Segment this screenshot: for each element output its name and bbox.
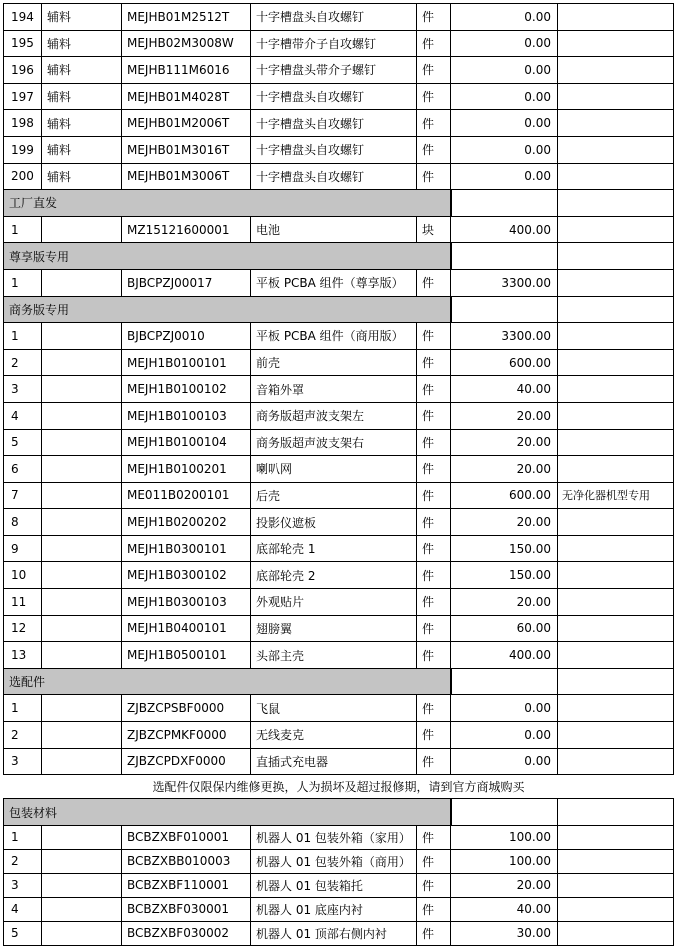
unit-cell: 件 bbox=[417, 642, 451, 669]
price-cell: 60.00 bbox=[451, 615, 558, 642]
section-title: 商务版专用 bbox=[4, 296, 451, 323]
section-blank-cell bbox=[451, 243, 558, 270]
row-number: 1 bbox=[4, 269, 42, 296]
unit-cell: 件 bbox=[417, 323, 451, 350]
category-cell bbox=[42, 323, 122, 350]
price-cell: 600.00 bbox=[451, 482, 558, 509]
part-name-cell: 十字槽盘头带介子螺钉 bbox=[251, 57, 417, 84]
row-number: 11 bbox=[4, 589, 42, 616]
table-row bbox=[4, 849, 674, 873]
note-cell bbox=[558, 323, 674, 350]
part-name-cell: 机器人 01 底座内衬 bbox=[251, 897, 417, 921]
category-cell: 辅料 bbox=[42, 136, 122, 163]
part-name-cell: 翅膀翼 bbox=[251, 615, 417, 642]
table-body bbox=[4, 4, 674, 946]
price-cell: 3300.00 bbox=[451, 323, 558, 350]
row-number: 2 bbox=[4, 722, 42, 749]
part-code-cell: MZ15121600001 bbox=[122, 216, 251, 243]
category-cell bbox=[42, 349, 122, 376]
table-row bbox=[4, 4, 674, 31]
price-cell: 150.00 bbox=[451, 562, 558, 589]
section-title: 工厂直发 bbox=[4, 190, 451, 217]
row-number: 1 bbox=[4, 323, 42, 350]
table-row bbox=[4, 57, 674, 84]
part-code-cell: MEJH1B0400101 bbox=[122, 615, 251, 642]
price-cell: 0.00 bbox=[451, 57, 558, 84]
price-cell: 20.00 bbox=[451, 429, 558, 456]
note-cell bbox=[558, 509, 674, 536]
row-number: 5 bbox=[4, 921, 42, 945]
part-name-cell: 音箱外罩 bbox=[251, 376, 417, 403]
table-row bbox=[4, 873, 674, 897]
part-code-cell: MEJH1B0300102 bbox=[122, 562, 251, 589]
part-code-cell: BCBZXBB010003 bbox=[122, 849, 251, 873]
part-name-cell: 机器人 01 包装外箱（家用） bbox=[251, 825, 417, 849]
section-title: 选配件 bbox=[4, 668, 451, 695]
price-cell: 0.00 bbox=[451, 110, 558, 137]
price-cell: 150.00 bbox=[451, 535, 558, 562]
unit-cell: 件 bbox=[417, 4, 451, 31]
note-cell bbox=[558, 269, 674, 296]
row-number: 2 bbox=[4, 849, 42, 873]
note-cell bbox=[558, 722, 674, 749]
row-number: 1 bbox=[4, 216, 42, 243]
table-row bbox=[4, 921, 674, 945]
unit-cell: 块 bbox=[417, 216, 451, 243]
category-cell bbox=[42, 482, 122, 509]
table-row bbox=[4, 456, 674, 483]
part-name-cell: 机器人 01 顶部右侧内衬 bbox=[251, 921, 417, 945]
part-code-cell: MEJH1B0100104 bbox=[122, 429, 251, 456]
table-row bbox=[4, 897, 674, 921]
note-cell bbox=[558, 897, 674, 921]
part-code-cell: MEJH1B0100201 bbox=[122, 456, 251, 483]
price-cell: 20.00 bbox=[451, 873, 558, 897]
unit-cell: 件 bbox=[417, 873, 451, 897]
part-name-cell: 后壳 bbox=[251, 482, 417, 509]
section-title: 尊享版专用 bbox=[4, 243, 451, 270]
category-cell: 辅料 bbox=[42, 110, 122, 137]
category-cell bbox=[42, 849, 122, 873]
part-name-cell: 商务版超声波支架左 bbox=[251, 402, 417, 429]
price-cell: 400.00 bbox=[451, 216, 558, 243]
section-header bbox=[4, 190, 674, 217]
price-cell: 400.00 bbox=[451, 642, 558, 669]
price-cell: 100.00 bbox=[451, 849, 558, 873]
price-cell: 0.00 bbox=[451, 83, 558, 110]
part-name-cell: 十字槽盘头自攻螺钉 bbox=[251, 83, 417, 110]
price-cell: 40.00 bbox=[451, 897, 558, 921]
row-number: 9 bbox=[4, 535, 42, 562]
price-cell: 30.00 bbox=[451, 921, 558, 945]
note-cell bbox=[558, 136, 674, 163]
part-code-cell: ME011B0200101 bbox=[122, 482, 251, 509]
unit-cell: 件 bbox=[417, 897, 451, 921]
category-cell bbox=[42, 897, 122, 921]
note-cell bbox=[558, 695, 674, 722]
row-number: 2 bbox=[4, 349, 42, 376]
section-blank-cell bbox=[451, 799, 558, 826]
part-code-cell: MEJHB111M6016 bbox=[122, 57, 251, 84]
note-cell bbox=[558, 456, 674, 483]
part-code-cell: MEJHB01M3016T bbox=[122, 136, 251, 163]
row-number: 10 bbox=[4, 562, 42, 589]
category-cell: 辅料 bbox=[42, 57, 122, 84]
category-cell bbox=[42, 269, 122, 296]
unit-cell: 件 bbox=[417, 83, 451, 110]
price-cell: 0.00 bbox=[451, 748, 558, 775]
part-code-cell: ZJBZCPDXF0000 bbox=[122, 748, 251, 775]
unit-cell: 件 bbox=[417, 269, 451, 296]
part-code-cell: MEJHB01M3006T bbox=[122, 163, 251, 190]
note-cell bbox=[558, 615, 674, 642]
table-row bbox=[4, 163, 674, 190]
note-cell: 无净化器机型专用 bbox=[558, 482, 674, 509]
part-name-cell: 商务版超声波支架右 bbox=[251, 429, 417, 456]
note-cell bbox=[558, 562, 674, 589]
section-blank-cell bbox=[558, 243, 674, 270]
table-row bbox=[4, 323, 674, 350]
part-code-cell: BCBZXBF030002 bbox=[122, 921, 251, 945]
part-name-cell: 十字槽盘头自攻螺钉 bbox=[251, 110, 417, 137]
row-number: 197 bbox=[4, 83, 42, 110]
table-row bbox=[4, 748, 674, 775]
part-name-cell: 机器人 01 包装外箱（商用） bbox=[251, 849, 417, 873]
table-row bbox=[4, 216, 674, 243]
row-number: 196 bbox=[4, 57, 42, 84]
price-cell: 600.00 bbox=[451, 349, 558, 376]
part-name-cell: 底部轮壳 2 bbox=[251, 562, 417, 589]
category-cell bbox=[42, 642, 122, 669]
part-code-cell: MEJH1B0100101 bbox=[122, 349, 251, 376]
table-row bbox=[4, 695, 674, 722]
table-row bbox=[4, 562, 674, 589]
section-blank-cell bbox=[451, 668, 558, 695]
part-name-cell: 平板 PCBA 组件（尊享版） bbox=[251, 269, 417, 296]
price-cell: 3300.00 bbox=[451, 269, 558, 296]
row-number: 3 bbox=[4, 748, 42, 775]
notice-row bbox=[4, 775, 674, 799]
part-code-cell: BCBZXBF110001 bbox=[122, 873, 251, 897]
unit-cell: 件 bbox=[417, 849, 451, 873]
section-header bbox=[4, 799, 674, 826]
row-number: 194 bbox=[4, 4, 42, 31]
row-number: 13 bbox=[4, 642, 42, 669]
category-cell bbox=[42, 535, 122, 562]
unit-cell: 件 bbox=[417, 535, 451, 562]
note-cell bbox=[558, 376, 674, 403]
unit-cell: 件 bbox=[417, 30, 451, 57]
section-blank-cell bbox=[451, 190, 558, 217]
part-name-cell: 底部轮壳 1 bbox=[251, 535, 417, 562]
part-code-cell: MEJHB01M2006T bbox=[122, 110, 251, 137]
section-blank-cell bbox=[558, 668, 674, 695]
part-code-cell: BJBCPZJ00017 bbox=[122, 269, 251, 296]
unit-cell: 件 bbox=[417, 748, 451, 775]
price-cell: 20.00 bbox=[451, 456, 558, 483]
unit-cell: 件 bbox=[417, 349, 451, 376]
table-row bbox=[4, 30, 674, 57]
table-row bbox=[4, 825, 674, 849]
part-name-cell: 十字槽盘头自攻螺钉 bbox=[251, 163, 417, 190]
part-code-cell: BJBCPZJ0010 bbox=[122, 323, 251, 350]
note-cell bbox=[558, 216, 674, 243]
row-number: 12 bbox=[4, 615, 42, 642]
notice-text: 选配件仅限保内维修更换，人为损坏及超过报修期，请到官方商城购买 bbox=[4, 775, 674, 799]
row-number: 4 bbox=[4, 402, 42, 429]
section-header bbox=[4, 668, 674, 695]
table-row bbox=[4, 349, 674, 376]
part-code-cell: MEJHB01M2512T bbox=[122, 4, 251, 31]
part-code-cell: BCBZXBF010001 bbox=[122, 825, 251, 849]
category-cell bbox=[42, 589, 122, 616]
row-number: 5 bbox=[4, 429, 42, 456]
table-row bbox=[4, 136, 674, 163]
unit-cell: 件 bbox=[417, 615, 451, 642]
category-cell bbox=[42, 429, 122, 456]
section-blank-cell bbox=[558, 799, 674, 826]
part-code-cell: ZJBZCPMKF0000 bbox=[122, 722, 251, 749]
category-cell bbox=[42, 695, 122, 722]
row-number: 195 bbox=[4, 30, 42, 57]
note-cell bbox=[558, 110, 674, 137]
section-blank-cell bbox=[558, 296, 674, 323]
table-row bbox=[4, 589, 674, 616]
part-name-cell: 十字槽盘头自攻螺钉 bbox=[251, 136, 417, 163]
category-cell: 辅料 bbox=[42, 4, 122, 31]
unit-cell: 件 bbox=[417, 376, 451, 403]
category-cell bbox=[42, 509, 122, 536]
unit-cell: 件 bbox=[417, 402, 451, 429]
section-header bbox=[4, 296, 674, 323]
table-row bbox=[4, 429, 674, 456]
unit-cell: 件 bbox=[417, 163, 451, 190]
part-name-cell: 电池 bbox=[251, 216, 417, 243]
part-code-cell: MEJHB02M3008W bbox=[122, 30, 251, 57]
part-code-cell: ZJBZCPSBF0000 bbox=[122, 695, 251, 722]
part-name-cell: 投影仪遮板 bbox=[251, 509, 417, 536]
note-cell bbox=[558, 849, 674, 873]
row-number: 8 bbox=[4, 509, 42, 536]
row-number: 6 bbox=[4, 456, 42, 483]
part-name-cell: 平板 PCBA 组件（商用版） bbox=[251, 323, 417, 350]
row-number: 4 bbox=[4, 897, 42, 921]
row-number: 1 bbox=[4, 695, 42, 722]
price-cell: 40.00 bbox=[451, 376, 558, 403]
note-cell bbox=[558, 535, 674, 562]
category-cell bbox=[42, 873, 122, 897]
note-cell bbox=[558, 83, 674, 110]
table-row bbox=[4, 83, 674, 110]
price-cell: 0.00 bbox=[451, 722, 558, 749]
note-cell bbox=[558, 163, 674, 190]
row-number: 3 bbox=[4, 376, 42, 403]
section-header bbox=[4, 243, 674, 270]
price-cell: 0.00 bbox=[451, 695, 558, 722]
part-name-cell: 外观贴片 bbox=[251, 589, 417, 616]
table-row bbox=[4, 482, 674, 509]
part-code-cell: MEJHB01M4028T bbox=[122, 83, 251, 110]
part-name-cell: 前壳 bbox=[251, 349, 417, 376]
unit-cell: 件 bbox=[417, 562, 451, 589]
unit-cell: 件 bbox=[417, 825, 451, 849]
part-code-cell: MEJH1B0200202 bbox=[122, 509, 251, 536]
note-cell bbox=[558, 748, 674, 775]
price-cell: 100.00 bbox=[451, 825, 558, 849]
table-row bbox=[4, 269, 674, 296]
part-name-cell: 无线麦克 bbox=[251, 722, 417, 749]
category-cell bbox=[42, 748, 122, 775]
unit-cell: 件 bbox=[417, 921, 451, 945]
category-cell bbox=[42, 722, 122, 749]
table-row bbox=[4, 402, 674, 429]
unit-cell: 件 bbox=[417, 57, 451, 84]
row-number: 3 bbox=[4, 873, 42, 897]
price-cell: 20.00 bbox=[451, 589, 558, 616]
category-cell bbox=[42, 615, 122, 642]
note-cell bbox=[558, 429, 674, 456]
section-blank-cell bbox=[451, 296, 558, 323]
note-cell bbox=[558, 30, 674, 57]
part-name-cell: 机器人 01 包装箱托 bbox=[251, 873, 417, 897]
part-name-cell: 十字槽盘头自攻螺钉 bbox=[251, 4, 417, 31]
unit-cell: 件 bbox=[417, 482, 451, 509]
part-code-cell: MEJH1B0300101 bbox=[122, 535, 251, 562]
parts-price-table bbox=[3, 3, 674, 946]
unit-cell: 件 bbox=[417, 509, 451, 536]
part-name-cell: 头部主壳 bbox=[251, 642, 417, 669]
part-name-cell: 直插式充电器 bbox=[251, 748, 417, 775]
note-cell bbox=[558, 921, 674, 945]
category-cell bbox=[42, 456, 122, 483]
row-number: 199 bbox=[4, 136, 42, 163]
category-cell bbox=[42, 402, 122, 429]
category-cell bbox=[42, 921, 122, 945]
unit-cell: 件 bbox=[417, 589, 451, 616]
part-code-cell: MEJH1B0100103 bbox=[122, 402, 251, 429]
unit-cell: 件 bbox=[417, 722, 451, 749]
price-cell: 0.00 bbox=[451, 30, 558, 57]
price-cell: 20.00 bbox=[451, 509, 558, 536]
section-title: 包装材料 bbox=[4, 799, 451, 826]
table-row bbox=[4, 615, 674, 642]
part-code-cell: MEJH1B0500101 bbox=[122, 642, 251, 669]
price-cell: 0.00 bbox=[451, 4, 558, 31]
table-row bbox=[4, 642, 674, 669]
table-row bbox=[4, 376, 674, 403]
note-cell bbox=[558, 4, 674, 31]
part-code-cell: MEJH1B0100102 bbox=[122, 376, 251, 403]
category-cell: 辅料 bbox=[42, 30, 122, 57]
part-name-cell: 飞鼠 bbox=[251, 695, 417, 722]
table-row bbox=[4, 509, 674, 536]
note-cell bbox=[558, 349, 674, 376]
category-cell bbox=[42, 562, 122, 589]
unit-cell: 件 bbox=[417, 456, 451, 483]
part-name-cell: 十字槽带介子自攻螺钉 bbox=[251, 30, 417, 57]
section-blank-cell bbox=[558, 190, 674, 217]
note-cell bbox=[558, 589, 674, 616]
unit-cell: 件 bbox=[417, 429, 451, 456]
table-row bbox=[4, 110, 674, 137]
price-cell: 0.00 bbox=[451, 163, 558, 190]
note-cell bbox=[558, 642, 674, 669]
price-cell: 20.00 bbox=[451, 402, 558, 429]
category-cell bbox=[42, 825, 122, 849]
note-cell bbox=[558, 402, 674, 429]
table-row bbox=[4, 535, 674, 562]
note-cell bbox=[558, 825, 674, 849]
row-number: 200 bbox=[4, 163, 42, 190]
category-cell: 辅料 bbox=[42, 163, 122, 190]
category-cell bbox=[42, 216, 122, 243]
part-code-cell: BCBZXBF030001 bbox=[122, 897, 251, 921]
unit-cell: 件 bbox=[417, 695, 451, 722]
row-number: 198 bbox=[4, 110, 42, 137]
price-cell: 0.00 bbox=[451, 136, 558, 163]
category-cell: 辅料 bbox=[42, 83, 122, 110]
part-code-cell: MEJH1B0300103 bbox=[122, 589, 251, 616]
row-number: 1 bbox=[4, 825, 42, 849]
part-name-cell: 喇叭网 bbox=[251, 456, 417, 483]
table-row bbox=[4, 722, 674, 749]
note-cell bbox=[558, 57, 674, 84]
category-cell bbox=[42, 376, 122, 403]
unit-cell: 件 bbox=[417, 110, 451, 137]
unit-cell: 件 bbox=[417, 136, 451, 163]
note-cell bbox=[558, 873, 674, 897]
row-number: 7 bbox=[4, 482, 42, 509]
